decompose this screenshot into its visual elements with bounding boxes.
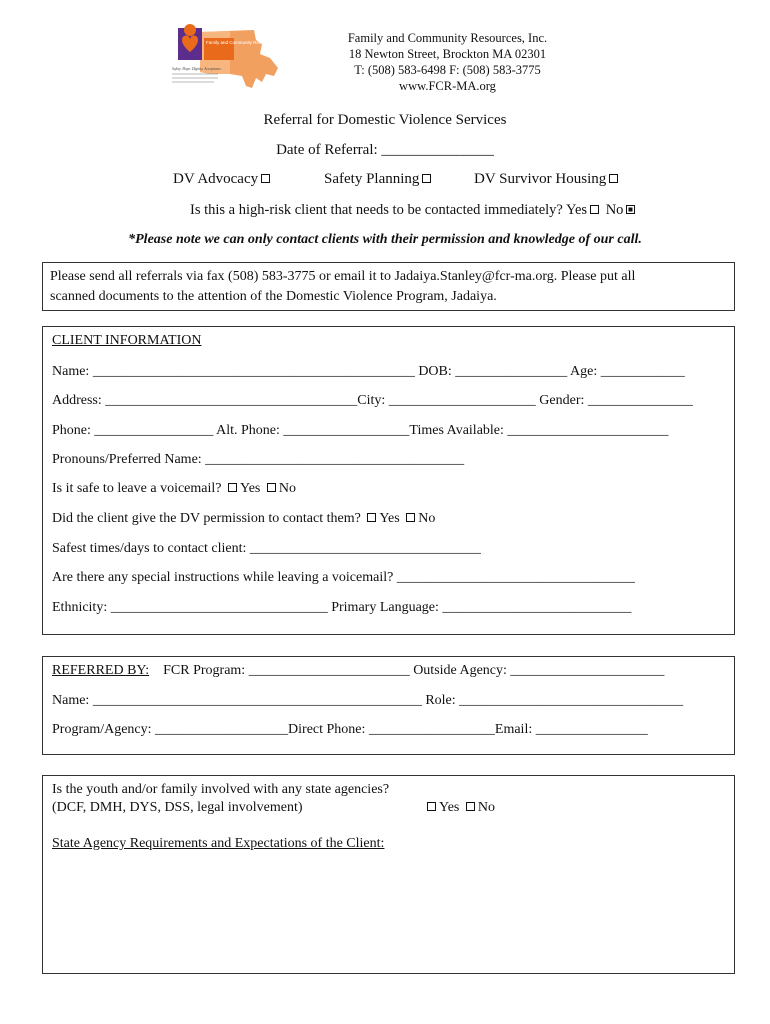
voicemail-no-label: No bbox=[278, 481, 296, 496]
high-risk-question: Is this a high-risk client that needs to be contacted immediately? bbox=[190, 202, 563, 218]
state-agency-options bbox=[424, 800, 495, 816]
voicemail-yes-checkbox[interactable] bbox=[228, 483, 237, 492]
permission-no-label: No bbox=[418, 511, 436, 526]
logo-text: Family and Community Resources bbox=[206, 40, 275, 45]
service-safety-planning[interactable] bbox=[324, 171, 434, 188]
referrer-agency-field[interactable]: Program/Agency: ___________________Direct Phone: __________________Email: ________________ bbox=[52, 722, 648, 737]
state-agency-yes-checkbox[interactable] bbox=[427, 802, 436, 811]
client-address-field[interactable]: Address: ____________________________________City: _____________________ Gender: _______________ bbox=[52, 393, 693, 408]
high-risk-row bbox=[190, 202, 638, 219]
service-safety-planning-label: Safety Planning bbox=[324, 171, 420, 187]
permission-question: Did the client give the DV permission to contact them? bbox=[52, 511, 361, 526]
org-street: 18 Newton Street, Brockton MA 02301 bbox=[348, 47, 547, 61]
client-phone-field[interactable]: Phone: _________________ Alt. Phone: __________________Times Available: _______________________ bbox=[52, 423, 669, 438]
client-pronouns-field[interactable]: Pronouns/Preferred Name: _____________________________________ bbox=[52, 452, 465, 467]
permission-no-checkbox[interactable] bbox=[406, 513, 415, 522]
instructions-line-1: Please send all referrals via fax (508) 583-3775 or email it to Jadaiya.Stanley@fcr-ma.org. Please put all bbox=[50, 269, 636, 284]
voicemail-yes-label: Yes bbox=[239, 481, 261, 496]
client-name-field[interactable]: Name: ______________________________________________ DOB: ________________ Age: ____________ bbox=[52, 364, 685, 379]
permission-note: *Please note we can only contact clients with their permission and knowledge of our call. bbox=[128, 232, 642, 247]
org-phone-fax: T: (508) 583-6498 F: (508) 583-3775 bbox=[354, 63, 541, 77]
permission-yes-label: Yes bbox=[379, 511, 400, 526]
high-risk-no-checkbox[interactable] bbox=[626, 205, 635, 214]
dv-advocacy-checkbox[interactable] bbox=[261, 174, 270, 183]
voicemail-instructions-field[interactable]: Are there any special instructions while leaving a voicemail? __________________________________ bbox=[52, 570, 635, 585]
service-dv-survivor-housing-label: DV Survivor Housing bbox=[474, 171, 607, 187]
safest-times-field[interactable]: Safest times/days to contact client: _________________________________ bbox=[52, 541, 481, 556]
date-of-referral: Date of Referral: _______________ bbox=[276, 142, 494, 158]
state-agency-no-label: No bbox=[477, 800, 495, 815]
fcr-logo bbox=[170, 18, 282, 96]
fcr-program-field[interactable]: FCR Program: _______________________ Outside Agency: ______________________ bbox=[163, 663, 665, 678]
state-agency-no-checkbox[interactable] bbox=[466, 802, 475, 811]
high-risk-yes-checkbox[interactable] bbox=[590, 205, 599, 214]
high-risk-no-label: No bbox=[605, 202, 624, 218]
instructions-line-2: scanned documents to the attention of the Domestic Violence Program, Jadaiya. bbox=[50, 289, 497, 304]
referred-by-row bbox=[52, 663, 664, 679]
org-address-block bbox=[300, 30, 595, 94]
massachusetts-map-icon bbox=[170, 18, 282, 96]
org-name: Family and Community Resources, Inc. bbox=[347, 31, 548, 45]
voicemail-safe-row bbox=[52, 481, 296, 497]
high-risk-yes-label: Yes bbox=[565, 202, 588, 218]
client-information-heading: CLIENT INFORMATION bbox=[52, 333, 202, 348]
service-dv-advocacy[interactable] bbox=[173, 171, 273, 188]
voicemail-safe-question: Is it safe to leave a voicemail? bbox=[52, 481, 222, 496]
form-title: Referral for Domestic Violence Services bbox=[263, 112, 507, 128]
state-agency-yes-label: Yes bbox=[439, 800, 460, 815]
safety-planning-checkbox[interactable] bbox=[422, 174, 431, 183]
permission-yes-checkbox[interactable] bbox=[367, 513, 376, 522]
org-website: www.FCR-MA.org bbox=[399, 79, 496, 93]
service-dv-advocacy-label: DV Advocacy bbox=[173, 171, 259, 187]
service-dv-survivor-housing[interactable] bbox=[474, 171, 621, 188]
referrer-name-field[interactable]: Name: _______________________________________________ Role: ________________________________ bbox=[52, 693, 684, 708]
ethnicity-language-field[interactable]: Ethnicity: _______________________________ Primary Language: ___________________________ bbox=[52, 600, 632, 615]
state-agency-question-2: (DCF, DMH, DYS, DSS, legal involvement) bbox=[52, 800, 303, 815]
dv-survivor-housing-checkbox[interactable] bbox=[609, 174, 618, 183]
permission-row bbox=[52, 511, 435, 527]
state-agency-question-1: Is the youth and/or family involved with any state agencies? bbox=[52, 782, 390, 797]
referred-by-heading: REFERRED BY: bbox=[52, 663, 150, 678]
state-agency-requirements-label: State Agency Requirements and Expectations of the Client: bbox=[52, 836, 385, 851]
logo-tagline: Safety. Hope. Dignity. Acceptance. bbox=[172, 67, 222, 71]
voicemail-no-checkbox[interactable] bbox=[267, 483, 276, 492]
